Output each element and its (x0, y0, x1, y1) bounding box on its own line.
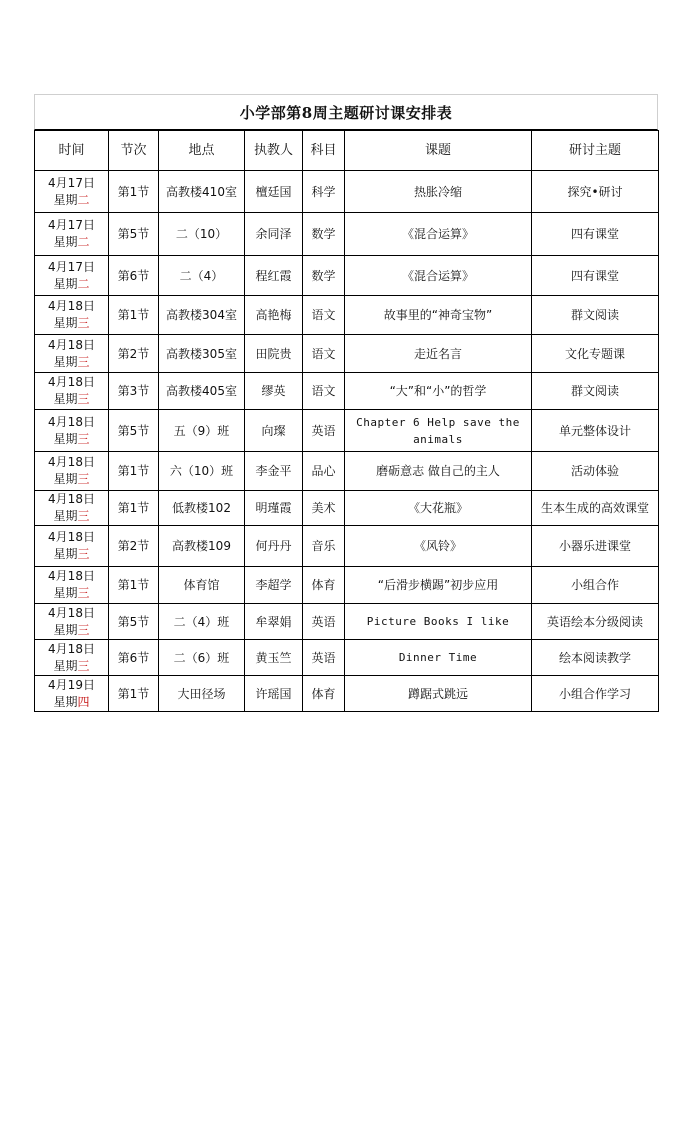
cell-subject: 科学 (303, 171, 345, 213)
cell-time (35, 567, 109, 604)
cell-theme: 单元整体设计 (532, 410, 659, 452)
cell-weekday (37, 622, 106, 639)
cell-period: 第1节 (109, 491, 159, 526)
cell-teacher: 明瑾霞 (245, 491, 303, 526)
cell-theme: 四有课堂 (532, 213, 659, 256)
cell-teacher: 高艳梅 (245, 296, 303, 335)
cell-theme: 活动体验 (532, 452, 659, 491)
cell-weekday (37, 694, 106, 711)
cell-date: 4月18日 (48, 414, 95, 429)
weekday-prefix: 星期 (53, 316, 78, 330)
cell-place: 六（10）班 (159, 452, 245, 491)
weekday-day: 三 (77, 586, 90, 600)
cell-theme: 英语绘本分级阅读 (532, 604, 659, 640)
cell-date: 4月18日 (48, 569, 95, 583)
table-row (35, 335, 659, 373)
cell-weekday (37, 585, 106, 602)
cell-lesson: “后滑步横踢”初步应用 (345, 567, 532, 604)
cell-time (35, 452, 109, 491)
cell-teacher: 许瑶国 (245, 676, 303, 712)
cell-lesson: Dinner Time (345, 640, 532, 676)
cell-lesson: 走近名言 (345, 335, 532, 373)
weekday-day: 二 (77, 192, 90, 207)
header-place: 地点 (159, 131, 245, 171)
cell-time (35, 410, 109, 452)
cell-date: 4月19日 (48, 677, 95, 692)
table-row (35, 491, 659, 526)
weekday-day: 三 (77, 316, 90, 330)
cell-place: 体育馆 (159, 567, 245, 604)
cell-subject: 英语 (303, 410, 345, 452)
cell-teacher: 余同泽 (245, 213, 303, 256)
cell-lesson: 《大花瓶》 (345, 491, 532, 526)
weekday-day: 二 (77, 276, 90, 291)
header-teacher: 执教人 (245, 131, 303, 171)
cell-subject: 语文 (303, 335, 345, 373)
cell-weekday (37, 192, 106, 209)
weekday-day: 三 (77, 392, 90, 406)
cell-teacher: 李金平 (245, 452, 303, 491)
table-row (35, 410, 659, 452)
cell-lesson: 故事里的“神奇宝物” (345, 296, 532, 335)
cell-theme: 小组合作学习 (532, 676, 659, 712)
cell-date: 4月17日 (48, 175, 95, 190)
cell-date: 4月17日 (48, 218, 95, 232)
cell-weekday (37, 276, 106, 293)
header-lesson: 课题 (345, 131, 532, 171)
cell-weekday (37, 658, 106, 675)
cell-date: 4月18日 (48, 299, 95, 313)
cell-time (35, 491, 109, 526)
cell-theme: 绘本阅读教学 (532, 640, 659, 676)
cell-weekday (37, 431, 106, 448)
cell-place: 二（4）班 (159, 604, 245, 640)
table-row (35, 676, 659, 712)
cell-time (35, 373, 109, 410)
cell-date: 4月18日 (48, 337, 95, 352)
cell-time (35, 526, 109, 567)
weekday-day: 三 (77, 509, 90, 523)
cell-date: 4月17日 (48, 259, 95, 274)
weekday-prefix: 星期 (53, 622, 78, 637)
cell-lesson: 《混合运算》 (345, 256, 532, 296)
cell-period: 第1节 (109, 676, 159, 712)
weekday-day: 四 (77, 694, 90, 709)
cell-theme: 小器乐进课堂 (532, 526, 659, 567)
cell-teacher: 程红霞 (245, 256, 303, 296)
cell-time (35, 640, 109, 676)
cell-place: 低教楼102 (159, 491, 245, 526)
cell-subject: 语文 (303, 373, 345, 410)
cell-date: 4月18日 (48, 492, 95, 506)
cell-date: 4月18日 (48, 530, 95, 544)
header-theme: 研讨主题 (532, 131, 659, 171)
cell-teacher: 檀廷国 (245, 171, 303, 213)
cell-place: 高教楼109 (159, 526, 245, 567)
cell-lesson: 《混合运算》 (345, 213, 532, 256)
cell-period: 第1节 (109, 296, 159, 335)
cell-subject: 数学 (303, 256, 345, 296)
cell-place: 高教楼304室 (159, 296, 245, 335)
cell-weekday (37, 234, 106, 251)
cell-period: 第1节 (109, 567, 159, 604)
cell-lesson: “大”和“小”的哲学 (345, 373, 532, 410)
cell-subject: 体育 (303, 567, 345, 604)
weekday-prefix: 星期 (53, 658, 78, 673)
header-time: 时间 (35, 131, 109, 171)
weekday-prefix: 星期 (53, 431, 78, 446)
weekday-prefix: 星期 (53, 192, 78, 207)
cell-place: 高教楼410室 (159, 171, 245, 213)
cell-teacher: 李超学 (245, 567, 303, 604)
cell-time (35, 335, 109, 373)
cell-theme: 群文阅读 (532, 373, 659, 410)
cell-time (35, 213, 109, 256)
cell-weekday (37, 546, 106, 563)
cell-subject: 音乐 (303, 526, 345, 567)
cell-period: 第2节 (109, 335, 159, 373)
cell-period: 第6节 (109, 640, 159, 676)
cell-teacher: 何丹丹 (245, 526, 303, 567)
table-row (35, 296, 659, 335)
cell-place: 五（9）班 (159, 410, 245, 452)
header-period: 节次 (109, 131, 159, 171)
cell-time (35, 256, 109, 296)
weekday-prefix: 星期 (53, 472, 78, 486)
cell-period: 第1节 (109, 452, 159, 491)
cell-weekday (37, 354, 106, 371)
cell-lesson: 《风铃》 (345, 526, 532, 567)
cell-teacher: 田院贵 (245, 335, 303, 373)
cell-lesson: 热胀冷缩 (345, 171, 532, 213)
cell-date: 4月18日 (48, 375, 95, 389)
cell-time (35, 296, 109, 335)
cell-theme: 四有课堂 (532, 256, 659, 296)
cell-subject: 数学 (303, 213, 345, 256)
table-row (35, 526, 659, 567)
cell-subject: 语文 (303, 296, 345, 335)
weekday-prefix: 星期 (53, 694, 78, 709)
cell-time (35, 676, 109, 712)
cell-period: 第5节 (109, 213, 159, 256)
weekday-day: 三 (77, 431, 90, 446)
weekday-day: 二 (77, 235, 90, 249)
table-row (35, 604, 659, 640)
cell-lesson: Picture Books I like (345, 604, 532, 640)
cell-time (35, 171, 109, 213)
cell-weekday (37, 391, 106, 408)
cell-place: 二（10） (159, 213, 245, 256)
cell-lesson: 蹲踞式跳远 (345, 676, 532, 712)
cell-weekday (37, 315, 106, 332)
cell-lesson: Chapter 6 Help save the animals (345, 410, 532, 452)
table-row (35, 640, 659, 676)
table-row (35, 171, 659, 213)
cell-theme: 探究•研讨 (532, 171, 659, 213)
weekday-day: 三 (77, 472, 90, 486)
cell-place: 高教楼305室 (159, 335, 245, 373)
weekday-day: 三 (77, 547, 90, 561)
cell-date: 4月18日 (48, 641, 95, 656)
table-row (35, 567, 659, 604)
cell-teacher: 向璨 (245, 410, 303, 452)
cell-teacher: 牟翠娟 (245, 604, 303, 640)
cell-date: 4月18日 (48, 455, 95, 469)
cell-weekday (37, 508, 106, 525)
cell-place: 高教楼405室 (159, 373, 245, 410)
cell-weekday (37, 471, 106, 488)
weekday-day: 三 (77, 354, 90, 369)
title-bar (34, 94, 658, 130)
cell-teacher: 缪英 (245, 373, 303, 410)
cell-place: 二（6）班 (159, 640, 245, 676)
schedule-table (34, 130, 659, 712)
table-body (35, 171, 659, 712)
cell-theme: 小组合作 (532, 567, 659, 604)
page-title: 小学部第8周主题研讨课安排表 (239, 103, 453, 122)
table-row (35, 256, 659, 296)
weekday-prefix: 星期 (53, 235, 78, 249)
cell-period: 第5节 (109, 604, 159, 640)
weekday-prefix: 星期 (53, 354, 78, 369)
cell-teacher: 黄玉竺 (245, 640, 303, 676)
cell-place: 二（4） (159, 256, 245, 296)
cell-time (35, 604, 109, 640)
cell-subject: 体育 (303, 676, 345, 712)
header-subject: 科目 (303, 131, 345, 171)
table-row (35, 213, 659, 256)
weekday-day: 三 (77, 658, 90, 673)
header-row (35, 131, 659, 171)
cell-period: 第3节 (109, 373, 159, 410)
cell-theme: 文化专题课 (532, 335, 659, 373)
cell-subject: 英语 (303, 604, 345, 640)
cell-subject: 英语 (303, 640, 345, 676)
cell-period: 第5节 (109, 410, 159, 452)
cell-lesson: 磨砺意志 做自己的主人 (345, 452, 532, 491)
schedule-sheet (34, 94, 658, 712)
table-row (35, 452, 659, 491)
weekday-prefix: 星期 (53, 547, 78, 561)
weekday-prefix: 星期 (53, 392, 78, 406)
weekday-prefix: 星期 (53, 509, 78, 523)
cell-place: 大田径场 (159, 676, 245, 712)
cell-theme: 生本生成的高效课堂 (532, 491, 659, 526)
cell-period: 第6节 (109, 256, 159, 296)
table-row (35, 373, 659, 410)
cell-subject: 品心 (303, 452, 345, 491)
cell-period: 第2节 (109, 526, 159, 567)
cell-period: 第1节 (109, 171, 159, 213)
cell-theme: 群文阅读 (532, 296, 659, 335)
weekday-day: 三 (77, 622, 90, 637)
weekday-prefix: 星期 (53, 276, 78, 291)
cell-subject: 美术 (303, 491, 345, 526)
cell-date: 4月18日 (48, 605, 95, 620)
weekday-prefix: 星期 (53, 586, 78, 600)
